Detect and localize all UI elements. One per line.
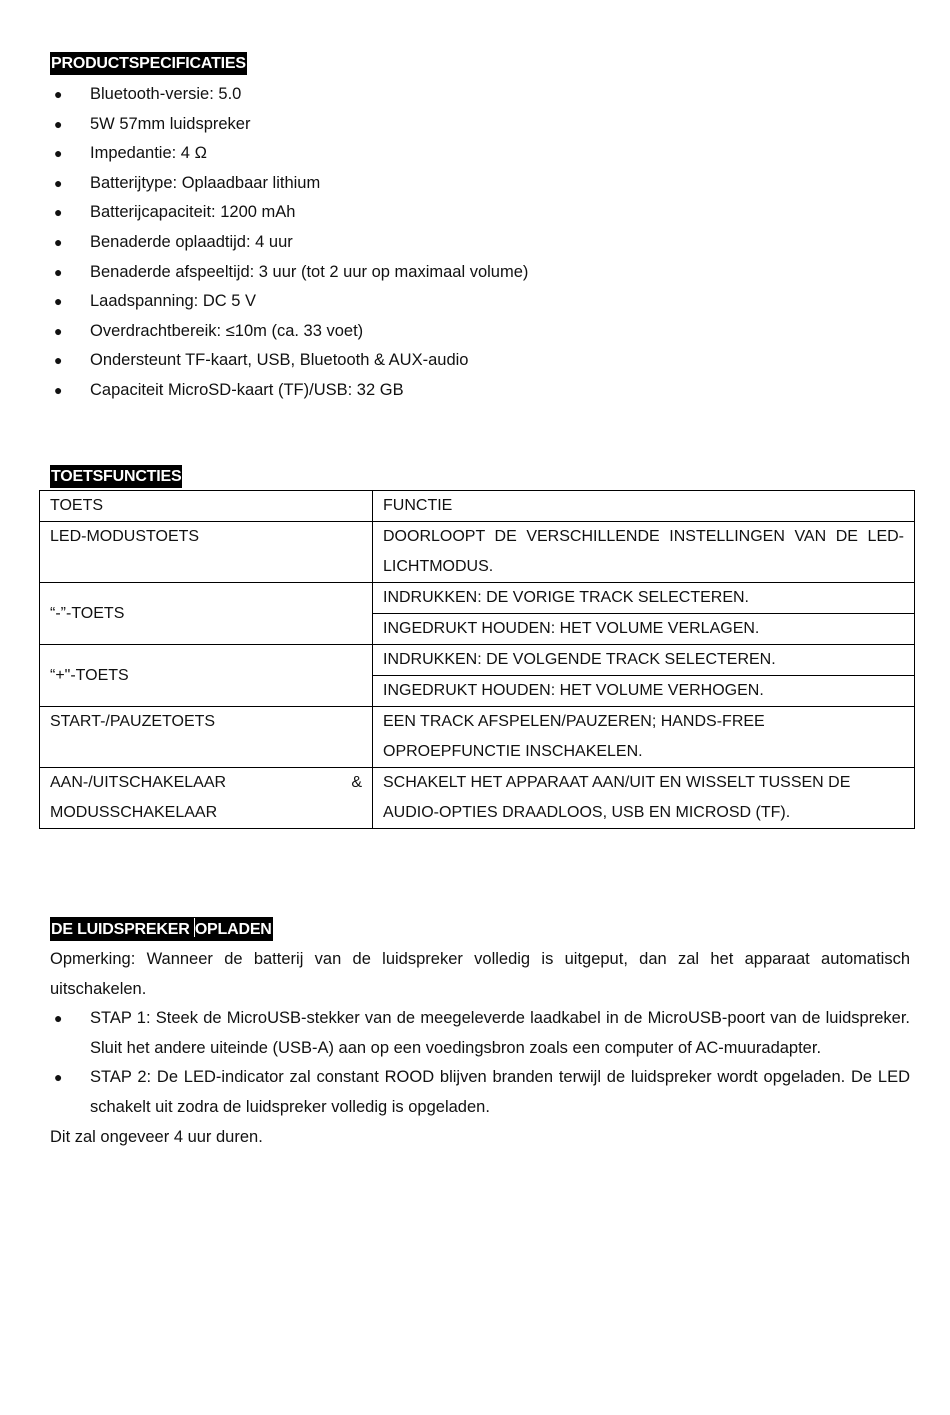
function-cell: INDRUKKEN: DE VOLGENDE TRACK SELECTEREN. [373,645,915,676]
key-cell: LED-MODUSTOETS [40,522,373,583]
specs-heading: PRODUCTSPECIFICATIES [50,52,247,75]
bullet-icon: ● [54,263,63,280]
list-item: ● Batterijcapaciteit: 1200 mAh [0,198,528,228]
key-cell: “+"-TOETS [40,645,373,707]
list-item: ● Ondersteunt TF-kaart, USB, Bluetooth & AUX-audio [0,346,528,376]
bullet-icon: ● [54,1069,63,1086]
bullet-icon: ● [54,145,63,162]
specs-list [0,80,528,406]
table-row [40,707,915,768]
table-row [40,583,915,614]
table-header-row [40,491,915,522]
list-item: ● Bluetooth-versie: 5.0 [0,80,528,110]
column-header-key: TOETS [40,491,373,522]
function-cell: INGEDRUKT HOUDEN: HET VOLUME VERHOGEN. [373,676,915,707]
list-item: ● 5W 57mm luidspreker [0,110,528,140]
list-item: ● STAP 2: De LED-indicator zal constant ROOD blijven branden terwijl de luidspreker wordt opgeladen. De LED schakelt uit zodra de luidspreker volledig is opgeladen. [50,1063,910,1122]
function-cell: DOORLOOPT DE VERSCHILLENDE INSTELLINGEN VAN DE LED-LICHTMODUS. [373,522,915,583]
bullet-icon: ● [54,174,63,191]
function-cell: INGEDRUKT HOUDEN: HET VOLUME VERLAGEN. [373,614,915,645]
list-item: ● Benaderde oplaadtijd: 4 uur [0,228,528,258]
charging-heading: DE LUIDSPREKER OPLADEN [50,917,273,941]
list-item: ● Impedantie: 4 Ω [0,139,528,169]
table-row [40,645,915,676]
charging-note: Opmerking: Wanneer de batterij van de luidspreker volledig is uitgeput, dan zal het apparaat automatisch uitschakelen. [50,950,910,998]
bullet-icon: ● [54,322,63,339]
bullet-icon: ● [54,293,63,310]
list-item: ● Laadspanning: DC 5 V [0,287,528,317]
key-cell-line: AAN-/UITSCHAKELAAR & [50,774,362,791]
table-row [40,522,915,583]
column-header-function: FUNCTIE [373,491,915,522]
functions-heading: TOETSFUNCTIES [50,465,182,488]
key-cell: START-/PAUZETOETS [40,707,373,768]
bullet-icon: ● [54,115,63,132]
list-item: ● STAP 1: Steek de MicroUSB-stekker van de meegeleverde laadkabel in de MicroUSB-poort van de luidspreker. Sluit het andere uiteinde (USB-A) aan op een voedingsbron zoals een computer of AC-muuradapter. [50,1004,910,1063]
functions-table [39,490,915,829]
function-cell: INDRUKKEN: DE VORIGE TRACK SELECTEREN. [373,583,915,614]
list-item: ● Capaciteit MicroSD-kaart (TF)/USB: 32 GB [0,376,528,406]
list-item: ● Overdrachtbereik: ≤10m (ca. 33 voet) [0,317,528,347]
list-item: ● Benaderde afspeeltijd: 3 uur (tot 2 uur op maximaal volume) [0,258,528,288]
table-row [40,768,915,829]
bullet-icon: ● [54,233,63,250]
bullet-icon: ● [54,352,63,369]
list-item: ● Batterijtype: Oplaadbaar lithium [0,169,528,199]
key-cell-line: MODUSSCHAKELAAR [50,804,218,821]
bullet-icon: ● [54,204,63,221]
bullet-icon: ● [54,1010,63,1027]
bullet-icon: ● [54,381,63,398]
charging-section [50,945,910,1152]
key-cell [40,768,373,829]
charging-footer: Dit zal ongeveer 4 uur duren. [50,1127,263,1146]
charging-steps [50,1004,910,1122]
key-cell: “-”-TOETS [40,583,373,645]
bullet-icon: ● [54,86,63,102]
function-cell: EEN TRACK AFSPELEN/PAUZEREN; HANDS-FREE OPROEPFUNCTIE INSCHAKELEN. [373,707,915,768]
function-cell: SCHAKELT HET APPARAAT AAN/UIT EN WISSELT TUSSEN DE AUDIO-OPTIES DRAADLOOS, USB EN MICROSD (TF). [373,768,915,829]
